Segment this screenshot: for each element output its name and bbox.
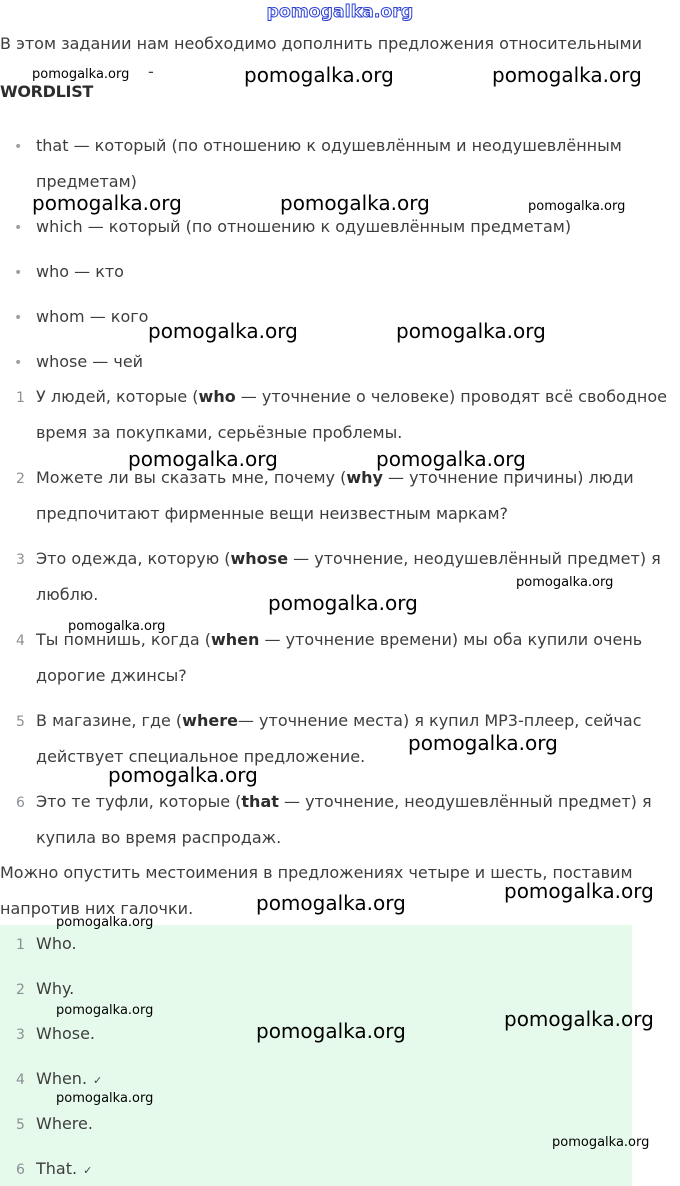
wordlist-item: whose — чей — [36, 352, 144, 371]
watermark: pomogalka.org — [528, 199, 626, 214]
watermark: pomogalka.org — [516, 575, 614, 590]
sentence-number: 3 — [16, 552, 25, 568]
watermark: pomogalka.org — [504, 1007, 654, 1031]
check-icon: ✓ — [83, 1164, 93, 1177]
wordlist-item-cont: предметам) — [36, 172, 137, 191]
conclusion-text-cont: напротив них галочки. — [0, 899, 194, 918]
watermark: pomogalka.org — [256, 1019, 406, 1043]
answer-number: 3 — [16, 1027, 25, 1043]
watermark: pomogalka.org — [68, 619, 166, 634]
watermark: pomogalka.org — [32, 191, 182, 215]
answer-item: When. ✓ — [36, 1069, 103, 1088]
watermark: pomogalka.org — [504, 879, 654, 903]
watermark: pomogalka.org — [128, 447, 278, 471]
bullet-icon: • — [14, 310, 23, 326]
watermark: pomogalka.org — [268, 591, 418, 615]
sentence-number: 5 — [16, 714, 25, 730]
answer-number: 6 — [16, 1162, 25, 1178]
bullet-icon: • — [14, 355, 23, 371]
answer-item: Where. — [36, 1114, 93, 1133]
answers-panel — [0, 925, 632, 1186]
watermark: pomogalka.org — [256, 891, 406, 915]
sentence-line: Ты помнишь, когда (when — уточнение времени) мы оба купили очень — [36, 630, 643, 649]
bullet-icon: • — [14, 139, 23, 155]
sentence-number: 4 — [16, 633, 25, 649]
bullet-icon: • — [14, 265, 23, 281]
watermark: pomogalka.org — [376, 447, 526, 471]
watermark: pomogalka.org — [108, 763, 258, 787]
sentence-line: У людей, которые (who — уточнение о человеке) проводят всё свободное — [36, 387, 667, 406]
watermark: pomogalka.org — [280, 191, 430, 215]
watermark: pomogalka.org — [244, 63, 394, 87]
sentence-line: Можете ли вы сказать мне, почему (why — уточнение причины) люди — [36, 468, 634, 487]
sentence-line: Это те туфли, которые (that — уточнение, неодушевлённый предмет) я — [36, 792, 652, 811]
sentence-line-cont: действует специальное предложение. — [36, 747, 366, 766]
watermark: pomogalka.org — [492, 63, 642, 87]
answer-number: 4 — [16, 1072, 25, 1088]
bullet-icon: • — [14, 220, 23, 236]
watermark: pomogalka.org — [148, 319, 298, 343]
sentence-line-cont: дорогие джинсы? — [36, 666, 187, 685]
watermark: pomogalka.org — [56, 1003, 154, 1018]
wordlist-item: whom — кого — [36, 307, 149, 326]
sentence-number: 1 — [16, 390, 25, 406]
intro-text: В этом задании нам необходимо дополнить предложения относительными — [0, 34, 643, 53]
sentence-number: 2 — [16, 471, 25, 487]
watermark: pomogalka.org — [56, 1091, 154, 1106]
answer-item: Who. — [36, 934, 77, 953]
sentence-line-cont: люблю. — [36, 585, 99, 604]
watermark: pomogalka.org — [408, 731, 558, 755]
answer-item: Why. — [36, 979, 75, 998]
watermark: pomogalka.org — [56, 915, 154, 930]
sentence-line-cont: купила во время распродаж. — [36, 828, 282, 847]
answer-number: 1 — [16, 937, 25, 953]
answer-number: 5 — [16, 1117, 25, 1133]
conclusion-text: Можно опустить местоимения в предложениях четыре и шесть, поставим — [0, 863, 633, 882]
answer-item: That. ✓ — [36, 1159, 93, 1178]
sentence-line-cont: предпочитают фирменные вещи неизвестным маркам? — [36, 504, 508, 523]
site-logo[interactable]: pomogalka.org — [266, 2, 414, 22]
answer-number: 2 — [16, 982, 25, 998]
sentence-line: В магазине, где (where— уточнение места) я купил MP3-плеер, сейчас — [36, 711, 642, 730]
watermark: pomogalka.org — [396, 319, 546, 343]
wordlist-item: who — кто — [36, 262, 124, 281]
wordlist-heading: WORDLIST — [0, 82, 94, 101]
watermark: pomogalka.org — [552, 1135, 650, 1150]
watermark: pomogalka.org — [32, 67, 130, 82]
check-icon: ✓ — [93, 1074, 103, 1087]
wordlist-item: which — который (по отношению к одушевлённым предметам) — [36, 217, 572, 236]
intro-dash: - — [148, 62, 154, 81]
sentence-line-cont: время за покупками, серьёзные проблемы. — [36, 423, 403, 442]
sentence-number: 6 — [16, 795, 25, 811]
answer-item: Whose. — [36, 1024, 96, 1043]
sentence-line: Это одежда, которую (whose — уточнение, неодушевлённый предмет) я — [36, 549, 661, 568]
wordlist-item: that — который (по отношению к одушевлённым и неодушевлённым — [36, 136, 622, 155]
